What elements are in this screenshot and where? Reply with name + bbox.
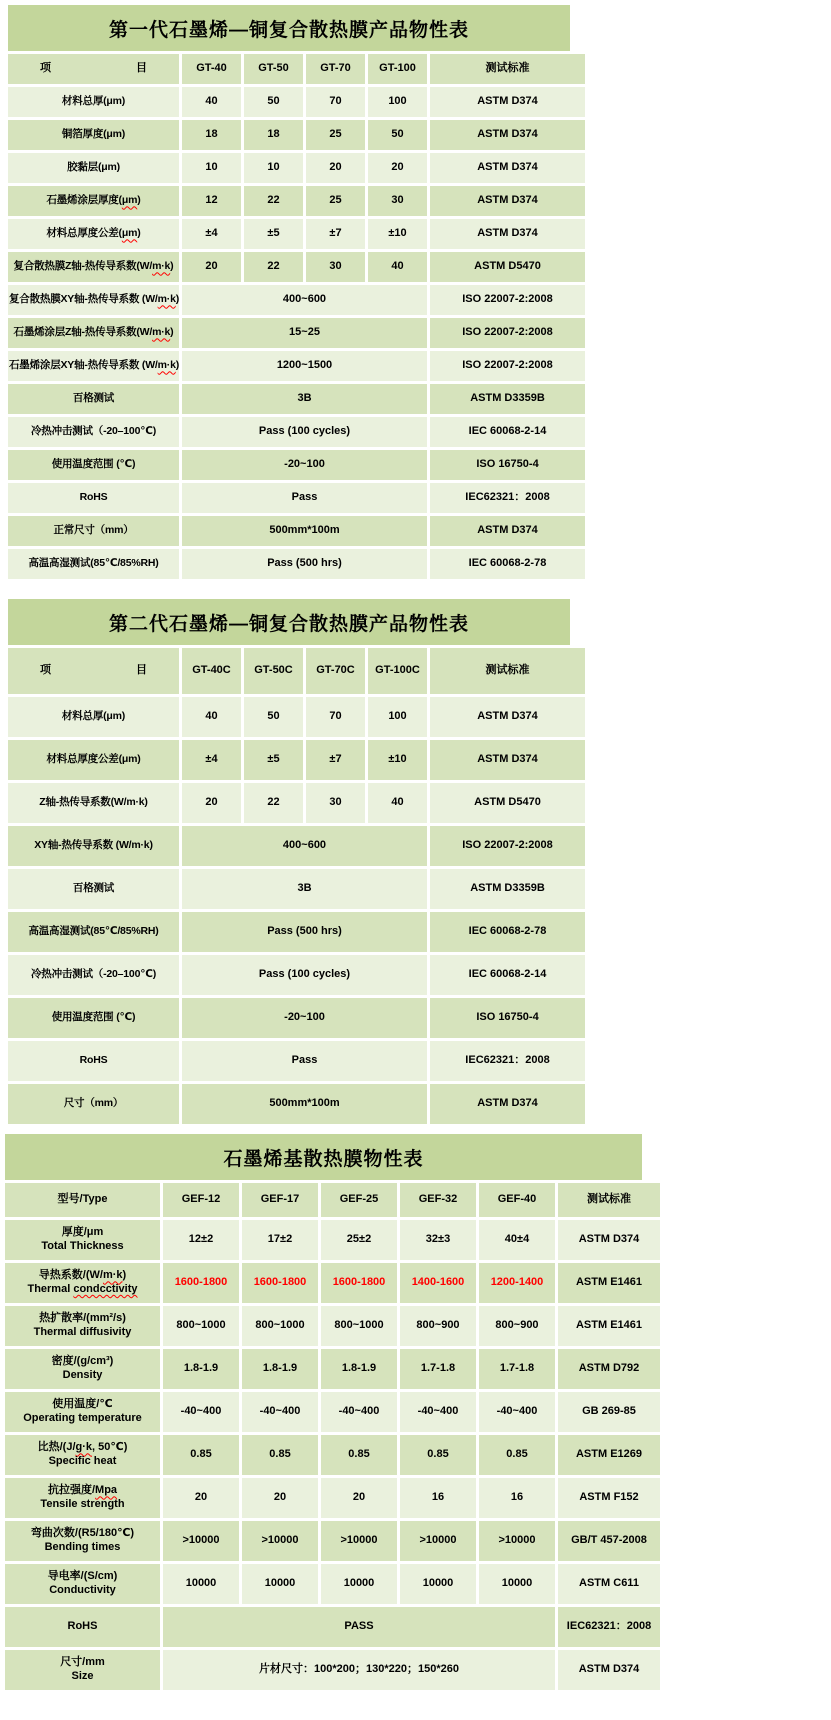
value-cell: 800~1000	[163, 1306, 239, 1346]
value-cell-merged: Pass (500 hrs)	[182, 912, 427, 952]
standard-cell: ASTM D374	[558, 1650, 660, 1690]
value-cell: 20	[306, 153, 365, 183]
value-cell: 1.8-1.9	[321, 1349, 397, 1389]
value-cell-merged: Pass (100 cycles)	[182, 417, 427, 447]
table-row	[8, 417, 585, 447]
value-cell: 50	[244, 697, 303, 737]
value-cell: 16	[400, 1478, 476, 1518]
row-label: 抗拉强度/Mpa Tensile strength	[5, 1478, 160, 1518]
table-row	[8, 87, 585, 117]
value-cell-merged: 3B	[182, 384, 427, 414]
standard-cell: ASTM D374	[430, 1084, 585, 1124]
row-label: 材料总厚(μm)	[8, 697, 179, 737]
column-header-model: GT-40C	[182, 648, 241, 694]
value-cell: >10000	[242, 1521, 318, 1561]
row-label: 材料总厚度公差(μm)	[8, 740, 179, 780]
table-row	[5, 1349, 660, 1389]
standard-cell: IEC62321：2008	[430, 483, 585, 513]
column-header-model: GT-50	[244, 54, 303, 84]
value-cell: 22	[244, 186, 303, 216]
table-row	[8, 998, 585, 1038]
table-row	[5, 1607, 660, 1647]
row-label: 复合散热膜XY轴-热传导系数 (W/m·k)	[8, 285, 179, 315]
column-header-model: GEF-25	[321, 1183, 397, 1217]
table-row	[5, 1263, 660, 1303]
table-row	[5, 1478, 660, 1518]
value-cell: 18	[244, 120, 303, 150]
standard-cell: ISO 22007-2:2008	[430, 318, 585, 348]
value-cell: 30	[306, 252, 365, 282]
row-label: XY轴-热传导系数 (W/m·k)	[8, 826, 179, 866]
standard-cell: ASTM C611	[558, 1564, 660, 1604]
row-label: 使用温度/℃ Operating temperature	[5, 1392, 160, 1432]
value-cell: 10	[182, 153, 241, 183]
value-cell: 100	[368, 697, 427, 737]
spec-table	[5, 645, 588, 1127]
value-cell: 22	[244, 252, 303, 282]
value-cell: 1.7-1.8	[479, 1349, 555, 1389]
column-header-model: GEF-40	[479, 1183, 555, 1217]
row-label: 密度/(g/cm³) Density	[5, 1349, 160, 1389]
value-cell-merged: -20~100	[182, 450, 427, 480]
table-row	[8, 1041, 585, 1081]
column-header-standard: 测试标准	[430, 648, 585, 694]
column-header-item: 型号/Type	[5, 1183, 160, 1217]
value-cell: 1600-1800	[321, 1263, 397, 1303]
standard-cell: IEC 60068-2-14	[430, 417, 585, 447]
table-row	[8, 252, 585, 282]
value-cell-merged: Pass (100 cycles)	[182, 955, 427, 995]
value-cell: 70	[306, 697, 365, 737]
row-label: 冷热冲击测试（-20–100℃)	[8, 417, 179, 447]
value-cell: ±7	[306, 219, 365, 249]
row-label: 石墨烯涂层厚度(μm)	[8, 186, 179, 216]
row-label: 使用温度范围 (℃)	[8, 998, 179, 1038]
table-row	[5, 1564, 660, 1604]
value-cell: >10000	[479, 1521, 555, 1561]
standard-cell: IEC 60068-2-78	[430, 912, 585, 952]
row-label: 材料总厚度公差(μm)	[8, 219, 179, 249]
value-cell: 40	[182, 87, 241, 117]
standard-cell: ASTM D3359B	[430, 869, 585, 909]
column-header-model: GT-70C	[306, 648, 365, 694]
row-label: 石墨烯涂层XY轴-热传导系数 (W/m·k)	[8, 351, 179, 381]
table-row	[8, 285, 585, 315]
value-cell: ±10	[368, 219, 427, 249]
standard-cell: ASTM D374	[558, 1220, 660, 1260]
value-cell: 10000	[321, 1564, 397, 1604]
standard-cell: ASTM D3359B	[430, 384, 585, 414]
column-header-model: GT-100	[368, 54, 427, 84]
value-cell: 10000	[479, 1564, 555, 1604]
value-cell: ±10	[368, 740, 427, 780]
table-graphene-based-film	[5, 1134, 652, 1693]
value-cell: 32±3	[400, 1220, 476, 1260]
value-cell: 70	[306, 87, 365, 117]
row-label: 弯曲次数/(R5/180℃) Bending times	[5, 1521, 160, 1561]
table-title: 第一代石墨烯—铜复合散热膜产品物性表	[8, 5, 570, 51]
row-label: 热扩散率/(mm²/s) Thermal diffusivity	[5, 1306, 160, 1346]
standard-cell: ASTM D374	[430, 87, 585, 117]
column-header-item	[8, 54, 179, 84]
header-item-right: 目	[136, 62, 147, 75]
value-cell: ±5	[244, 740, 303, 780]
standard-cell: ASTM E1269	[558, 1435, 660, 1475]
value-cell: >10000	[400, 1521, 476, 1561]
table-body-second-gen	[8, 645, 570, 1127]
standard-cell: ASTM D792	[558, 1349, 660, 1389]
row-label: 导电率/(S/cm) Conductivity	[5, 1564, 160, 1604]
row-label: 高温高湿测试(85℃/85%RH)	[8, 912, 179, 952]
table-row	[8, 740, 585, 780]
table-row	[5, 1220, 660, 1260]
value-cell: 22	[244, 783, 303, 823]
value-cell-merged: -20~100	[182, 998, 427, 1038]
value-cell: 10000	[400, 1564, 476, 1604]
value-cell: ±4	[182, 219, 241, 249]
table-first-gen-graphene-copper	[8, 5, 570, 582]
table-second-gen-graphene-copper	[8, 599, 570, 1127]
row-label: 冷热冲击测试（-20–100℃)	[8, 955, 179, 995]
value-cell: 30	[306, 783, 365, 823]
table-row	[8, 697, 585, 737]
standard-cell: ISO 16750-4	[430, 450, 585, 480]
value-cell: 25	[306, 186, 365, 216]
standard-cell: ASTM D374	[430, 516, 585, 546]
row-label: 百格测试	[8, 869, 179, 909]
value-cell-merged: 500mm*100m	[182, 1084, 427, 1124]
table-row	[8, 912, 585, 952]
table-row	[5, 1306, 660, 1346]
value-cell: 800~900	[400, 1306, 476, 1346]
value-cell-merged: Pass	[182, 483, 427, 513]
value-cell: 800~1000	[242, 1306, 318, 1346]
table-row	[5, 1392, 660, 1432]
value-cell: -40~400	[242, 1392, 318, 1432]
value-cell: 12	[182, 186, 241, 216]
value-cell: 20	[368, 153, 427, 183]
row-label: 石墨烯涂层Z轴-热传导系数(W/m·k)	[8, 318, 179, 348]
standard-cell: ASTM E1461	[558, 1306, 660, 1346]
value-cell: 25±2	[321, 1220, 397, 1260]
value-cell: 10000	[163, 1564, 239, 1604]
column-header-model: GT-40	[182, 54, 241, 84]
value-cell: ±7	[306, 740, 365, 780]
column-header-model: GT-70	[306, 54, 365, 84]
value-cell: 17±2	[242, 1220, 318, 1260]
column-header-standard: 测试标准	[430, 54, 585, 84]
value-cell: 1.7-1.8	[400, 1349, 476, 1389]
value-cell: >10000	[321, 1521, 397, 1561]
value-cell-merged: 500mm*100m	[182, 516, 427, 546]
value-cell: 0.85	[321, 1435, 397, 1475]
table-row	[8, 1084, 585, 1124]
table-row	[8, 516, 585, 546]
table-row	[8, 318, 585, 348]
row-label: 复合散热膜Z轴-热传导系数(W/m·k)	[8, 252, 179, 282]
value-cell: 1.8-1.9	[163, 1349, 239, 1389]
table-row	[8, 450, 585, 480]
value-cell: 30	[368, 186, 427, 216]
row-label: RoHS	[5, 1607, 160, 1647]
row-label: Z轴-热传导系数(W/m·k)	[8, 783, 179, 823]
standard-cell: GB/T 457-2008	[558, 1521, 660, 1561]
value-cell: 20	[182, 783, 241, 823]
value-cell: 40	[368, 252, 427, 282]
table-body-graphene-based	[5, 1180, 652, 1693]
value-cell-merged: Pass (500 hrs)	[182, 549, 427, 579]
standard-cell: ASTM D5470	[430, 252, 585, 282]
table-body-first-gen	[8, 51, 570, 582]
row-label: 比热/(J/g·k, 50℃) Specific heat	[5, 1435, 160, 1475]
row-label: RoHS	[8, 483, 179, 513]
table-row	[8, 483, 585, 513]
row-label: 铜箔厚度(μm)	[8, 120, 179, 150]
value-cell: 0.85	[479, 1435, 555, 1475]
column-header-model: GT-50C	[244, 648, 303, 694]
table-row	[8, 384, 585, 414]
row-label: 导热系数/(W/m·k) Thermal condcctivity	[5, 1263, 160, 1303]
table-row	[8, 219, 585, 249]
value-cell-merged: 3B	[182, 869, 427, 909]
column-header-standard: 测试标准	[558, 1183, 660, 1217]
value-cell: 40	[182, 697, 241, 737]
header-item-left: 项	[40, 62, 51, 75]
standard-cell: ASTM D374	[430, 740, 585, 780]
standard-cell: ASTM D374	[430, 153, 585, 183]
column-header-model: GEF-32	[400, 1183, 476, 1217]
value-cell: -40~400	[163, 1392, 239, 1432]
standard-cell: IEC62321：2008	[430, 1041, 585, 1081]
row-label: 厚度/μm Total Thickness	[5, 1220, 160, 1260]
value-cell: 1600-1800	[163, 1263, 239, 1303]
value-cell-merged: 1200~1500	[182, 351, 427, 381]
row-label: 高温高湿测试(85℃/85%RH)	[8, 549, 179, 579]
value-cell: 1200-1400	[479, 1263, 555, 1303]
row-label: 材料总厚(μm)	[8, 87, 179, 117]
value-cell: 16	[479, 1478, 555, 1518]
row-label: 尺寸（mm）	[8, 1084, 179, 1124]
standard-cell: ISO 22007-2:2008	[430, 826, 585, 866]
table-row	[8, 186, 585, 216]
value-cell-merged: 400~600	[182, 285, 427, 315]
standard-cell: ASTM D374	[430, 120, 585, 150]
value-cell: 1400-1600	[400, 1263, 476, 1303]
table-row	[8, 826, 585, 866]
value-cell-merged: 片材尺寸：100*200；130*220；150*260	[163, 1650, 555, 1690]
table-row	[8, 783, 585, 823]
row-label: 胶黏层(μm)	[8, 153, 179, 183]
standard-cell: ASTM D374	[430, 186, 585, 216]
value-cell: 40±4	[479, 1220, 555, 1260]
table-title: 第二代石墨烯—铜复合散热膜产品物性表	[8, 599, 570, 645]
standard-cell: ISO 22007-2:2008	[430, 351, 585, 381]
column-header-model: GEF-12	[163, 1183, 239, 1217]
standard-cell: IEC 60068-2-78	[430, 549, 585, 579]
row-label: 尺寸/mm Size	[5, 1650, 160, 1690]
value-cell: 20	[242, 1478, 318, 1518]
header-item-left: 项	[40, 664, 51, 677]
spec-table	[2, 1180, 663, 1693]
column-header-model: GT-100C	[368, 648, 427, 694]
table-title: 石墨烯基散热膜物性表	[5, 1134, 642, 1180]
standard-cell: ASTM F152	[558, 1478, 660, 1518]
standard-cell: ASTM E1461	[558, 1263, 660, 1303]
standard-cell: ASTM D374	[430, 697, 585, 737]
value-cell: 12±2	[163, 1220, 239, 1260]
row-label: 正常尺寸（mm）	[8, 516, 179, 546]
standard-cell: ISO 16750-4	[430, 998, 585, 1038]
table-row	[8, 351, 585, 381]
value-cell: 800~900	[479, 1306, 555, 1346]
value-cell: 1.8-1.9	[242, 1349, 318, 1389]
standard-cell: ASTM D5470	[430, 783, 585, 823]
value-cell: -40~400	[479, 1392, 555, 1432]
column-header-model: GEF-17	[242, 1183, 318, 1217]
row-label: RoHS	[8, 1041, 179, 1081]
value-cell: 0.85	[242, 1435, 318, 1475]
value-cell: 50	[368, 120, 427, 150]
value-cell: 1600-1800	[242, 1263, 318, 1303]
value-cell-merged: PASS	[163, 1607, 555, 1647]
value-cell: -40~400	[321, 1392, 397, 1432]
table-row	[8, 955, 585, 995]
standard-cell: GB 269-85	[558, 1392, 660, 1432]
value-cell-merged: 400~600	[182, 826, 427, 866]
standard-cell: IEC62321：2008	[558, 1607, 660, 1647]
standard-cell: IEC 60068-2-14	[430, 955, 585, 995]
value-cell: 50	[244, 87, 303, 117]
value-cell: 20	[163, 1478, 239, 1518]
value-cell: 20	[321, 1478, 397, 1518]
value-cell: 0.85	[400, 1435, 476, 1475]
value-cell: 20	[182, 252, 241, 282]
row-label: 使用温度范围 (℃)	[8, 450, 179, 480]
value-cell: 18	[182, 120, 241, 150]
value-cell: ±4	[182, 740, 241, 780]
value-cell: 100	[368, 87, 427, 117]
standard-cell: ISO 22007-2:2008	[430, 285, 585, 315]
table-row	[5, 1650, 660, 1690]
spec-table	[5, 51, 588, 582]
value-cell: 10	[244, 153, 303, 183]
value-cell: 25	[306, 120, 365, 150]
column-header-item	[8, 648, 179, 694]
header-item-right: 目	[136, 664, 147, 677]
value-cell: >10000	[163, 1521, 239, 1561]
value-cell: 800~1000	[321, 1306, 397, 1346]
value-cell: 40	[368, 783, 427, 823]
value-cell: -40~400	[400, 1392, 476, 1432]
value-cell: ±5	[244, 219, 303, 249]
table-row	[8, 120, 585, 150]
value-cell: 0.85	[163, 1435, 239, 1475]
table-row	[5, 1521, 660, 1561]
standard-cell: ASTM D374	[430, 219, 585, 249]
table-row	[5, 1435, 660, 1475]
value-cell-merged: 15~25	[182, 318, 427, 348]
table-row	[8, 869, 585, 909]
table-row	[8, 549, 585, 579]
value-cell-merged: Pass	[182, 1041, 427, 1081]
row-label: 百格测试	[8, 384, 179, 414]
table-row	[8, 153, 585, 183]
value-cell: 10000	[242, 1564, 318, 1604]
